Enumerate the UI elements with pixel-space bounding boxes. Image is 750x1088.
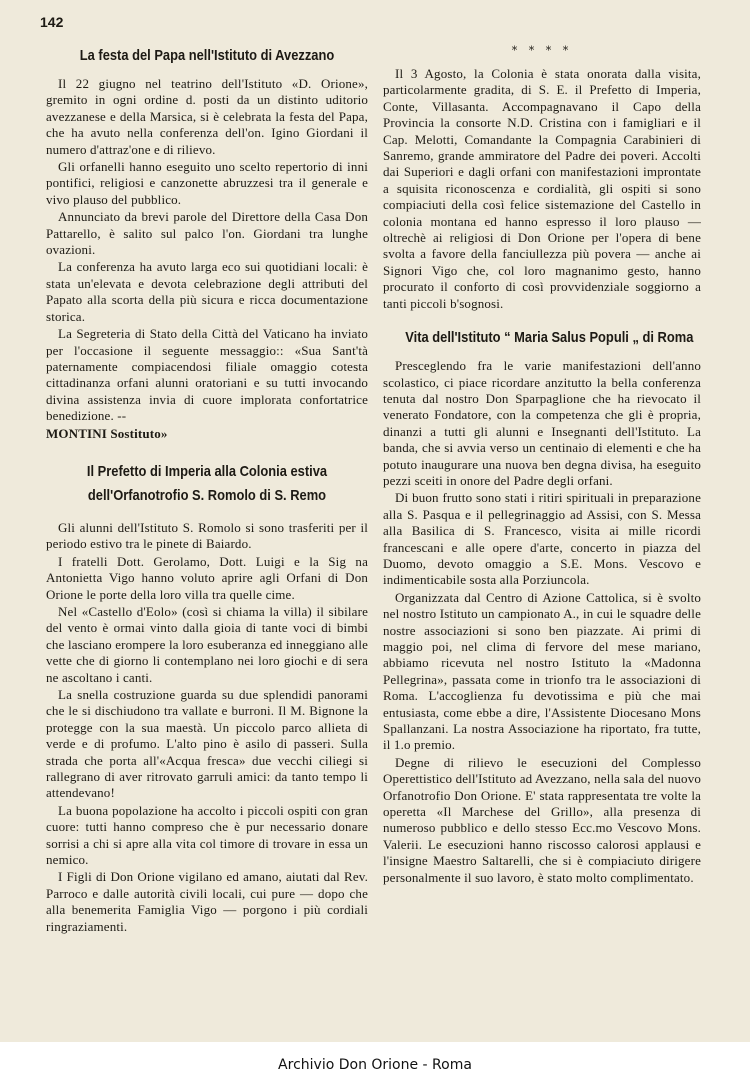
- article-paragraph: Organizzata dal Centro di Azione Cattolica, si è svolto nel nostro Istituto un campionato A., in cui le squadre delle nostre associazioni si sono ben piazzate. Ai primi di maggio poi, nel clima di fervore del mese mariano, abbiamo ricevuta nel nostro Istituto la «Madonna Pellegrina», passata come in trionfo tra le associazioni di Roma. L'accoglienza fu devotissima e più che mai entusiasta, come ebbe a dire, l'Assistente Diocesano Mons Spallanzani. La nostra Associazione ha riportato, fra tutte, il 1.o premio.: [383, 589, 701, 753]
- article-paragraph: Degne di rilievo le esecuzioni del Complesso Operettistico dell'Istituto ad Avezzano, nella sala del nuovo Orfanotrofio Don Orione. E' stata rappresentata tre volte la operetta «Il Marchese del Grillo», alla presenza di numeroso pubblico e dello stesso Ecc.mo Vescovo Mons. Valerii. Le esecuzioni hanno riscosso calorosi applausi e l'insigne Maestro Saltarelli, che si è compiaciuto dirigere personalmente il suo lavoro, è stato molto complimentato.: [383, 754, 701, 885]
- article-paragraph: Il 22 giugno nel teatrino dell'Istituto «D. Orione», gremito in ogni ordine d. posti da un distinto uditorio avezzanese e della Marsica, si è celebrata la festa del Papa, che ha avuto nella conferenza dell'on. Igino Giordani il numero d'attraz'one e di rilievo.: [46, 76, 368, 157]
- article-paragraph: Gli alunni dell'Istituto S. Romolo si sono trasferiti per il periodo estivo tra le pinete di Baiardo.: [46, 519, 368, 552]
- article-paragraph: La snella costruzione guarda su due splendidi panorami che le si dischiudono tra vallate e burroni. Il M. Bignone la protegge con la sua maestà. Un piccolo parco allieta di verde e di profumo. L'alto pino è asilo di passeri. Sulla strada che porta all'«Acqua fresca» due vecchi ciliegi si rallegrano di aver ritrovato garruli amici: da tanto tempo li attendevano!: [46, 687, 368, 801]
- article-title-prefetto-line1: Il Prefetto di Imperia alla Colonia estiva: [86, 462, 328, 480]
- article-paragraph: Gli orfanelli hanno eseguito uno scelto repertorio di inni pontifici, religiosi e canzonette abruzzesi tra il generale e vivo plauso del pubblico.: [46, 159, 368, 207]
- page-number: 142: [40, 14, 64, 30]
- article-title-prefetto-line2: dell'Orfanotrofio S. Romolo di S. Remo: [87, 486, 327, 504]
- article-paragraph: La buona popolazione ha accolto i piccoli ospiti con gran cuore: tutti hanno compreso che è pur necessario donare sorrisi a chi si apre alla vita col timore di trovare in essa un nemico.: [46, 802, 368, 868]
- article-paragraph: Di buon frutto sono stati i ritiri spirituali in preparazione alla S. Pasqua e il pellegrinaggio ad Assisi, con S. Messa alla Basilica di S. Francesco, visita ai mille ricordi francescani e alle opere d'arte, concerto in piazza del Duomo, devoto omaggio a S.E. Mons. Vescovo e indimenticabile sosta alla Porziuncola.: [383, 490, 701, 588]
- article-paragraph: La conferenza ha avuto larga eco sui quotidiani locali: è stata un'elevata e devota celebrazione degli attributi del Papato alla scorta della più sicura e ricca documentazione storica.: [46, 259, 368, 324]
- article-paragraph: Nel «Castello d'Eolo» (così si chiama la villa) il sibilare del vento è ormai vinto dalla gioia di tante voci di bimbi che lasciano erompere la loro esuberanza ed inneggiano alle vette che di giorno li contemplano nei loro giochi e di sera ne ascoltano i canti.: [46, 603, 368, 685]
- article-paragraph: I Figli di Don Orione vigilano ed amano, aiutati dal Rev. Parroco e dalle autorità civili locali, cui pure — dopo che alla benemerita Famiglia Vigo — porgono i più cordiali ringraziamenti.: [46, 869, 368, 934]
- article-paragraph: Presceglendo fra le varie manifestazioni dell'anno scolastico, ci piace ricordare anzitutto la bella conferenza tenuta dal nostro Don Sparpaglione che ha rievocato il venerato Fondatore, con la competenza che gli è propria, dinanzi a tutti gli alunni e Insegnanti dell'Istituto. La banda, che si avvia verso un centinaio di elementi e che ha potuto inaugurare una nuova ben degna divisa, ha eseguito pezzi sceiti in onore del Padre degli orfani.: [383, 358, 701, 488]
- section-separator: * * * *: [511, 44, 573, 57]
- article-paragraph: Annunciato da brevi parole del Direttore della Casa Don Pattarello, è salito sul palco l'on. Giordani tra lunghe ovazioni.: [46, 209, 368, 258]
- article-paragraph: I fratelli Dott. Gerolamo, Dott. Luigi e la Sig na Antonietta Vigo hanno voluto aprire agli Orfani di Don Orione le porte della loro villa tra quelle cime.: [46, 553, 368, 602]
- left-column: [46, 46, 368, 935]
- article-paragraph: La Segreteria di Stato della Città del Vaticano ha inviato per l'occasione il seguente messaggio:: «Sua Sant'tà paternamente compiacendosi filiale omaggio cotesta cittadinanza orfani alunni oratoriani e su tutti invocando divina assistenza invia di cuore implorata confortatrice benedizione. --: [46, 326, 368, 424]
- right-column: [383, 44, 701, 886]
- article-title-festa-papa: La festa del Papa nell'Istituto di Avezzano: [79, 47, 335, 64]
- article-paragraph: Il 3 Agosto, la Colonia è stata onorata dalla visita, particolarmente gradita, di S. E. il Prefetto di Imperia, Conte, Villasanta. Accompagnavano il Capo della Provincia la consorte N.D. Cristina con i famigliari e il Cap. Melotti, Comandante la Compagnia Carabinieri di Sanremo, grande ammiratore del Padre dei poveri. Accolti dai Superiori e dagli orfani con manifestazioni improntate a squisita riconoscenza e cordialità, gli ospiti si sono compiaciuti della così felice sistemazione del Castello in colonia montana ed hanno espresso il loro plauso — oltrechè ai religiosi di Don Orione per l'opera di bene svolta a favore della fanciullezza più povera — anche ai Signori Vigo che, col loro magnanimo gesto, hanno procurato il conforto di così provvidenziale soggiorno a tanti piccoli b'sognosi.: [383, 66, 701, 311]
- signature-montini: MONTINI Sostituto»: [46, 425, 168, 441]
- article-title-maria-salus: Vita dell'Istituto “ Maria Salus Populi „ di Roma: [405, 329, 694, 347]
- archive-footer: Archivio Don Orione - Roma: [0, 1042, 750, 1088]
